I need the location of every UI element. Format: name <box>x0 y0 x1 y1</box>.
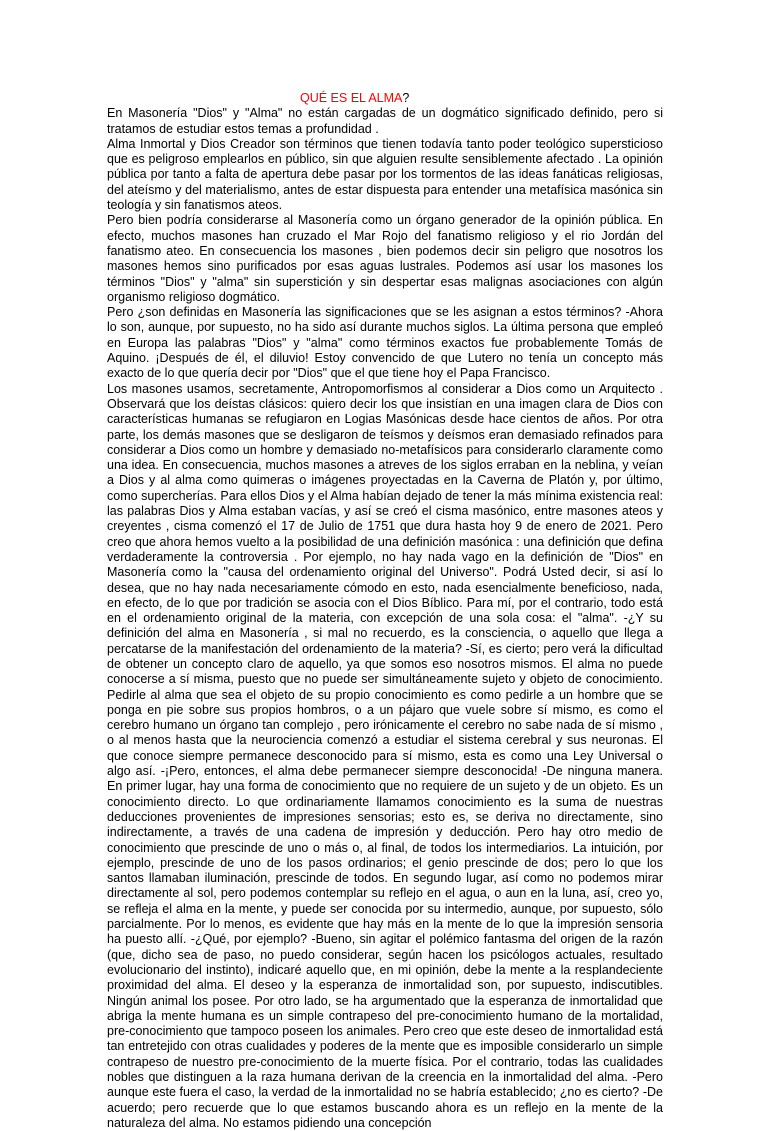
paragraph-3: Pero bien podría considerarse al Masonería como un órgano generador de la opinión pública. En efecto, muchos masones han cruzado el Mar Rojo del fanatismo religioso y el rio Jordán del fanatismo ateo. En consecuencia los masones , bien podemos decir sin peligro que nosotros los masones hemos sino purificados por esas aguas lustrales. Podemos así usar los masones los términos "Dios" y "alma" sin superstición y sin despertar esas malignas asociaciones con algún organismo religioso dogmático. <box>107 213 663 304</box>
title-text: QUÉ ES EL ALMA <box>300 91 403 105</box>
document-page <box>107 91 663 1131</box>
document-title <box>107 91 663 106</box>
title-question-mark: ? <box>402 91 410 105</box>
paragraph-1: En Masonería "Dios" y "Alma" no están cargadas de un dogmático significado definido, pero si tratamos de estudiar estos temas a profundidad . <box>107 106 663 136</box>
paragraph-2: Alma Inmortal y Dios Creador son términos que tienen todavía tanto poder teológico supersticioso que es peligroso emplearlos en público, sin que alguien resulte sensiblemente afectado . La opinión pública por tanto a falta de apertura debe pasar por los tormentos de las ideas fanáticas religiosas, del ateísmo y del materialismo, antes de estar dispuesta para entender una metafísica masónica sin teología y sin fanatismos ateos. <box>107 136 663 213</box>
paragraph-5: Los masones usamos, secretamente, Antropomorfismos al considerar a Dios como un Arquitecto . Observará que los deístas clásicos: quiero decir los que insistían en una imagen clara de Dios con características humanas se refugiaron en Logias Masónicas desde hace cientos de años. Por otra parte, los demás masones que se desligaron de teísmos y deísmos eran demasiado refinados para considerar a Dios como un hombre y demasiado no-metafísicos para considerarlo claramente como una idea. En consecuencia, muchos masones a atreves de los siglos erraban en la neblina, y veían a Dios y al alma como quimeras o imágenes proyectadas en la Caverna de Platón y, por último, como supercherías. Para ellos Dios y el Alma habían dejado de tener la más mínima existencia real: las palabras Dios y Alma estaban vacías, y así se creó el cisma masónico, entre masones ateos y creyentes , cisma comenzó el 17 de Julio de 1751 que dura hasta hoy 9 de enero de 2021. Pero creo que ahora hemos vuelto a la posibilidad de una definición masónica : una definición que defina verdaderamente la controversia . Por ejemplo, no hay nada vago en la definición de "Dios" en Masonería como la "causa del ordenamiento original del Universo". Podrá Usted decir, si así lo desea, que no hay nada necesariamente cómodo en esto, nada esencialmente beneficioso, nada, en efecto, de lo que por tradición se asocia con el Dios Bíblico. Para mí, por el contrario, todo está en el ordenamiento original de la materia, con excepción de una sola cosa: el "alma". -¿Y su definición del alma en Masonería , si mal no recuerdo, es la consciencia, o aquello que llega a percatarse de la manifestación del ordenamiento de la materia? -Sí, es cierto; pero verá la dificultad de obtener un concepto claro de aquello, ya que somos eso nosotros mismos. El alma no puede conocerse a sí misma, puesto que no puede ser simultáneamente sujeto y objeto de conocimiento. Pedirle al alma que sea el objeto de su propio conocimiento es como pedirle a un hombre que se ponga en pie sobre sus propios hombros, o a un pájaro que vuele sobre sí mismo, es como el cerebro humano un órgano tan complejo , pero irónicamente el cerebro no sabe nada de sí mismo , o al menos hasta que la neurociencia comenzó a estudiar el sistema cerebral y sus neuronas. El que conoce siempre permanece desconocido para sí mismo, esta es como una Ley Universal o algo así. -¡Pero, entonces, el alma debe permanecer siempre desconocida! -De ninguna manera. En primer lugar, hay una forma de conocimiento que no requiere de un sujeto y de un objeto. Es un conocimiento directo. Lo que ordinariamente llamamos conocimiento es la suma de nuestras deducciones provenientes de impresiones sensorias; esto es, se deriva no directamente, sino indirectamente, a través de una cadena de impresión y deducción. Pero hay otro medio de conocimiento que prescinde de uno o más o, al final, de todos los intermediarios. La intuición, por ejemplo, prescinde de uno de los pasos ordinarios; el genio prescinde de dos; pero lo que los santos llamaban iluminación, prescinde de todos. En segundo lugar, así como no podemos mirar directamente al sol, pero podemos contemplar su reflejo en el agua, o aun en la luna, así, creo yo, se refleja el alma en la mente, y puede ser conocida por su intermedio, aunque, por supuesto, sólo parcialmente. Por lo menos, es evidente que hay más en la mente de lo que la impresión sensoria ha puesto allí. -¿Qué, por ejemplo? -Bueno, sin agitar el polémico fantasma del origen de la razón (que, dicho sea de paso, no puedo considerar, según hacen los psicólogos actuales, resultado evolucionario del instinto), indicaré aquello que, en mi opinión, debe la mente a la resplandeciente proximidad del alma. El deseo y la esperanza de inmortalidad son, por supuesto, indiscutibles. Ningún animal los posee. Por otro lado, se ha argumentado que la esperanza de inmortalidad que abriga la mente humana es un simple contrapeso del pre-conocimiento humano de la mortalidad, pre-conocimiento que tampoco poseen los animales. Pero creo que este deseo de inmortalidad está tan entretejido con otras cualidades y poderes de la mente que es imposible considerarlo un simple contrapeso de nuestro pre-conocimiento de la muerte física. Por el contrario, todas las cualidades nobles que distinguen a la raza humana derivan de la creencia en la inmortalidad del alma. -Pero aunque este fuera el caso, la verdad de la inmortalidad no se habría establecido; ¿no es cierto? -De acuerdo; pero recuerde que lo que estamos buscando ahora es un reflejo en la mente de la naturaleza del alma. No estamos pidiendo una concepción <box>107 381 663 1130</box>
paragraph-4: Pero ¿son definidas en Masonería las significaciones que se les asignan a estos términos? -Ahora lo son, aunque, por supuesto, no ha sido así durante muchos siglos. La última persona que empleó en Europa las palabras "Dios" y "alma" como términos exactos fue probablemente Tomás de Aquino. ¡Después de él, el diluvio! Estoy convencido de que Lutero no tenía un concepto más exacto de lo que quería decir por "Dios" que el que tiene hoy el Papa Francisco. <box>107 305 663 381</box>
